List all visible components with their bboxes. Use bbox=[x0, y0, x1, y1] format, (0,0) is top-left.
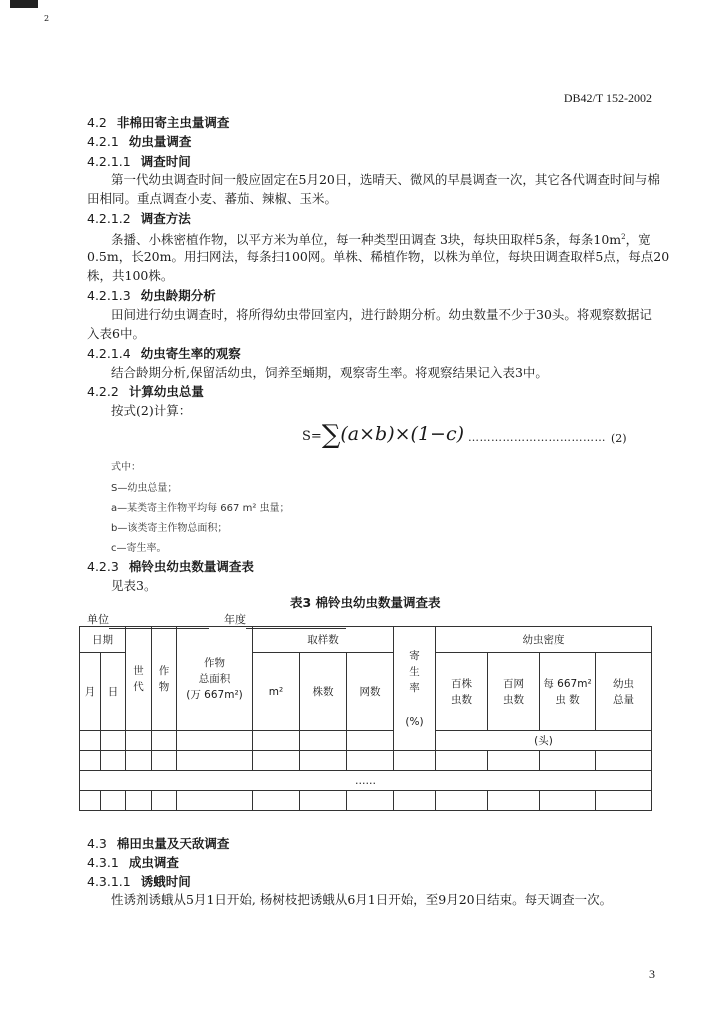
col-total bbox=[596, 653, 652, 731]
col-per100-plants bbox=[436, 653, 488, 731]
section-number: 4.3.1 bbox=[87, 855, 119, 870]
variable-definition: a—某类寄主作物平均每 667 m² 虫量； bbox=[111, 503, 290, 514]
col-generation-label: 世代 bbox=[133, 664, 144, 693]
formula-2 bbox=[302, 420, 464, 450]
heading-4-3-1-1 bbox=[87, 872, 191, 890]
formula-leader-dots: ……………………………… bbox=[468, 431, 606, 444]
section-number: 4.3.1.1 bbox=[87, 874, 131, 889]
paragraph-line: 见表3。 bbox=[111, 578, 157, 593]
paragraph-line: 性诱剂诱蛾从5月1日开始, 杨树枝把诱蛾从6月1日开始，至9月20日结束。每天调查一次。 bbox=[111, 892, 613, 907]
col-plants: 株数 bbox=[300, 653, 347, 731]
document-id: DB42/T 152-2002 bbox=[563, 91, 652, 105]
density-unit: (头) bbox=[436, 731, 652, 751]
paragraph-line: 按式(2)计算： bbox=[111, 403, 192, 418]
header-line: 总面积 bbox=[198, 672, 231, 685]
heading-4-2 bbox=[87, 113, 229, 131]
col-per667 bbox=[540, 653, 596, 731]
section-number: 4.2 bbox=[87, 115, 107, 130]
section-title: 诱蛾时间 bbox=[140, 874, 191, 889]
page-number: 3 bbox=[649, 967, 655, 981]
where-label: 式中： bbox=[111, 462, 141, 473]
header-line: 虫数 bbox=[451, 693, 473, 706]
header-line: 虫 数 bbox=[555, 693, 580, 706]
text-fragment: ，宽 bbox=[625, 232, 651, 248]
heading-4-2-1 bbox=[87, 132, 191, 150]
col-m2: m² bbox=[253, 653, 300, 731]
variable-definition: c—寄生率。 bbox=[111, 543, 167, 554]
formula-number: (2) bbox=[611, 432, 627, 445]
heading-4-3-1 bbox=[87, 853, 179, 871]
paragraph-line: 入表6中。 bbox=[87, 326, 145, 341]
year-label: 年度 bbox=[224, 613, 246, 626]
table-row bbox=[80, 771, 652, 791]
heading-4-2-1-4 bbox=[87, 344, 241, 362]
col-month: 月 bbox=[80, 653, 101, 731]
heading-4-2-3 bbox=[87, 557, 254, 575]
header-line: 幼虫 bbox=[613, 677, 635, 690]
paragraph-line: 0.5m，长20m。用扫网法，每条扫100网。单株、稀植作物，以株为单位，每块田调查取样5点，每点20 bbox=[87, 249, 670, 264]
heading-4-2-1-3 bbox=[87, 286, 216, 304]
table-row bbox=[80, 627, 652, 653]
section-number: 4.3 bbox=[87, 836, 107, 851]
section-title: 棉田虫量及天敌调查 bbox=[116, 836, 230, 851]
header-line: 百网 bbox=[503, 677, 525, 690]
variable-definition: S—幼虫总量； bbox=[111, 483, 178, 494]
col-parasitism-unit: (%) bbox=[405, 715, 424, 728]
section-title: 棉铃虫幼虫数量调查表 bbox=[128, 559, 254, 574]
section-title: 计算幼虫总量 bbox=[128, 384, 204, 399]
paragraph-line: 结合龄期分析,保留活幼虫，饲养至蛹期，观察寄生率。将观察结果记入表3中。 bbox=[111, 365, 548, 380]
section-number: 4.2.1.1 bbox=[87, 154, 131, 169]
paragraph-line: 第一代幼虫调查时间一般应固定在5月20日，选晴天、微风的早晨调查一次，其它各代调查时间与棉 bbox=[111, 172, 660, 187]
paragraph-line: 田间进行幼虫调查时，将所得幼虫带回室内，进行龄期分析。幼虫数量不少于30头。将观察数据记 bbox=[111, 307, 652, 322]
section-title: 幼虫寄生率的观察 bbox=[140, 346, 241, 361]
paragraph-line: 株，共100株。 bbox=[87, 268, 174, 283]
header-line: 作物 bbox=[204, 656, 225, 669]
corner-page-number: 2 bbox=[44, 14, 50, 23]
col-generation bbox=[126, 627, 152, 731]
heading-4-2-1-1 bbox=[87, 152, 191, 170]
col-density: 幼虫密度 bbox=[436, 627, 652, 653]
variable-definition: b—该类寄主作物总面积； bbox=[111, 523, 228, 534]
corner-mark bbox=[10, 0, 38, 8]
col-parasitism bbox=[394, 627, 436, 751]
section-number: 4.2.1.3 bbox=[87, 288, 131, 303]
formula-rhs: (a×b)×(1−c) bbox=[340, 423, 465, 445]
sigma-symbol: ∑ bbox=[321, 420, 341, 450]
formula-lhs: S= bbox=[302, 429, 322, 444]
header-line: (万 667m²) bbox=[186, 688, 243, 701]
unit-label: 单位 bbox=[87, 613, 109, 626]
section-number: 4.2.2 bbox=[87, 384, 119, 399]
col-sample-count: 取样数 bbox=[253, 627, 394, 653]
section-title: 调查方法 bbox=[140, 211, 191, 226]
section-number: 4.2.1.2 bbox=[87, 211, 131, 226]
heading-4-2-1-2 bbox=[87, 209, 191, 227]
col-crop-label: 作物 bbox=[158, 664, 170, 693]
table-row bbox=[80, 791, 652, 811]
section-number: 4.2.1.4 bbox=[87, 346, 131, 361]
table-caption: 表3 棉铃虫幼虫数量调查表 bbox=[290, 595, 441, 610]
superscript: 2 bbox=[621, 233, 626, 241]
table-row bbox=[80, 751, 652, 771]
section-title: 非棉田寄主虫量调查 bbox=[116, 115, 230, 130]
col-crop-area bbox=[177, 627, 253, 731]
col-parasitism-label: 寄生率 bbox=[409, 649, 420, 694]
survey-table bbox=[79, 626, 652, 811]
text-fragment: 条播、小株密植作物，以平方米为单位，每一种类型田调查 3块，每块田取样5条，每条10m bbox=[111, 232, 622, 248]
header-line: 每 667m² bbox=[543, 677, 592, 690]
section-title: 调查时间 bbox=[140, 154, 191, 169]
col-day: 日 bbox=[101, 653, 126, 731]
section-number: 4.2.1 bbox=[87, 134, 119, 149]
table-row bbox=[80, 731, 652, 751]
col-date: 日期 bbox=[80, 627, 126, 653]
section-number: 4.2.3 bbox=[87, 559, 119, 574]
paragraph-line: 田相同。重点调查小麦、蕃茄、辣椒、玉米。 bbox=[87, 191, 338, 206]
section-title: 成虫调查 bbox=[128, 855, 179, 870]
header-line: 百株 bbox=[451, 677, 473, 690]
col-crop bbox=[152, 627, 177, 731]
section-title: 幼虫龄期分析 bbox=[140, 288, 216, 303]
header-line: 虫数 bbox=[503, 693, 525, 706]
heading-4-2-2 bbox=[87, 382, 204, 400]
section-title: 幼虫量调查 bbox=[128, 134, 192, 149]
col-nets: 网数 bbox=[347, 653, 394, 731]
header-line: 总量 bbox=[613, 693, 635, 706]
col-per100-nets bbox=[488, 653, 540, 731]
ellipsis-row: …… bbox=[80, 771, 652, 791]
paragraph-line bbox=[111, 228, 651, 249]
heading-4-3 bbox=[87, 834, 229, 852]
